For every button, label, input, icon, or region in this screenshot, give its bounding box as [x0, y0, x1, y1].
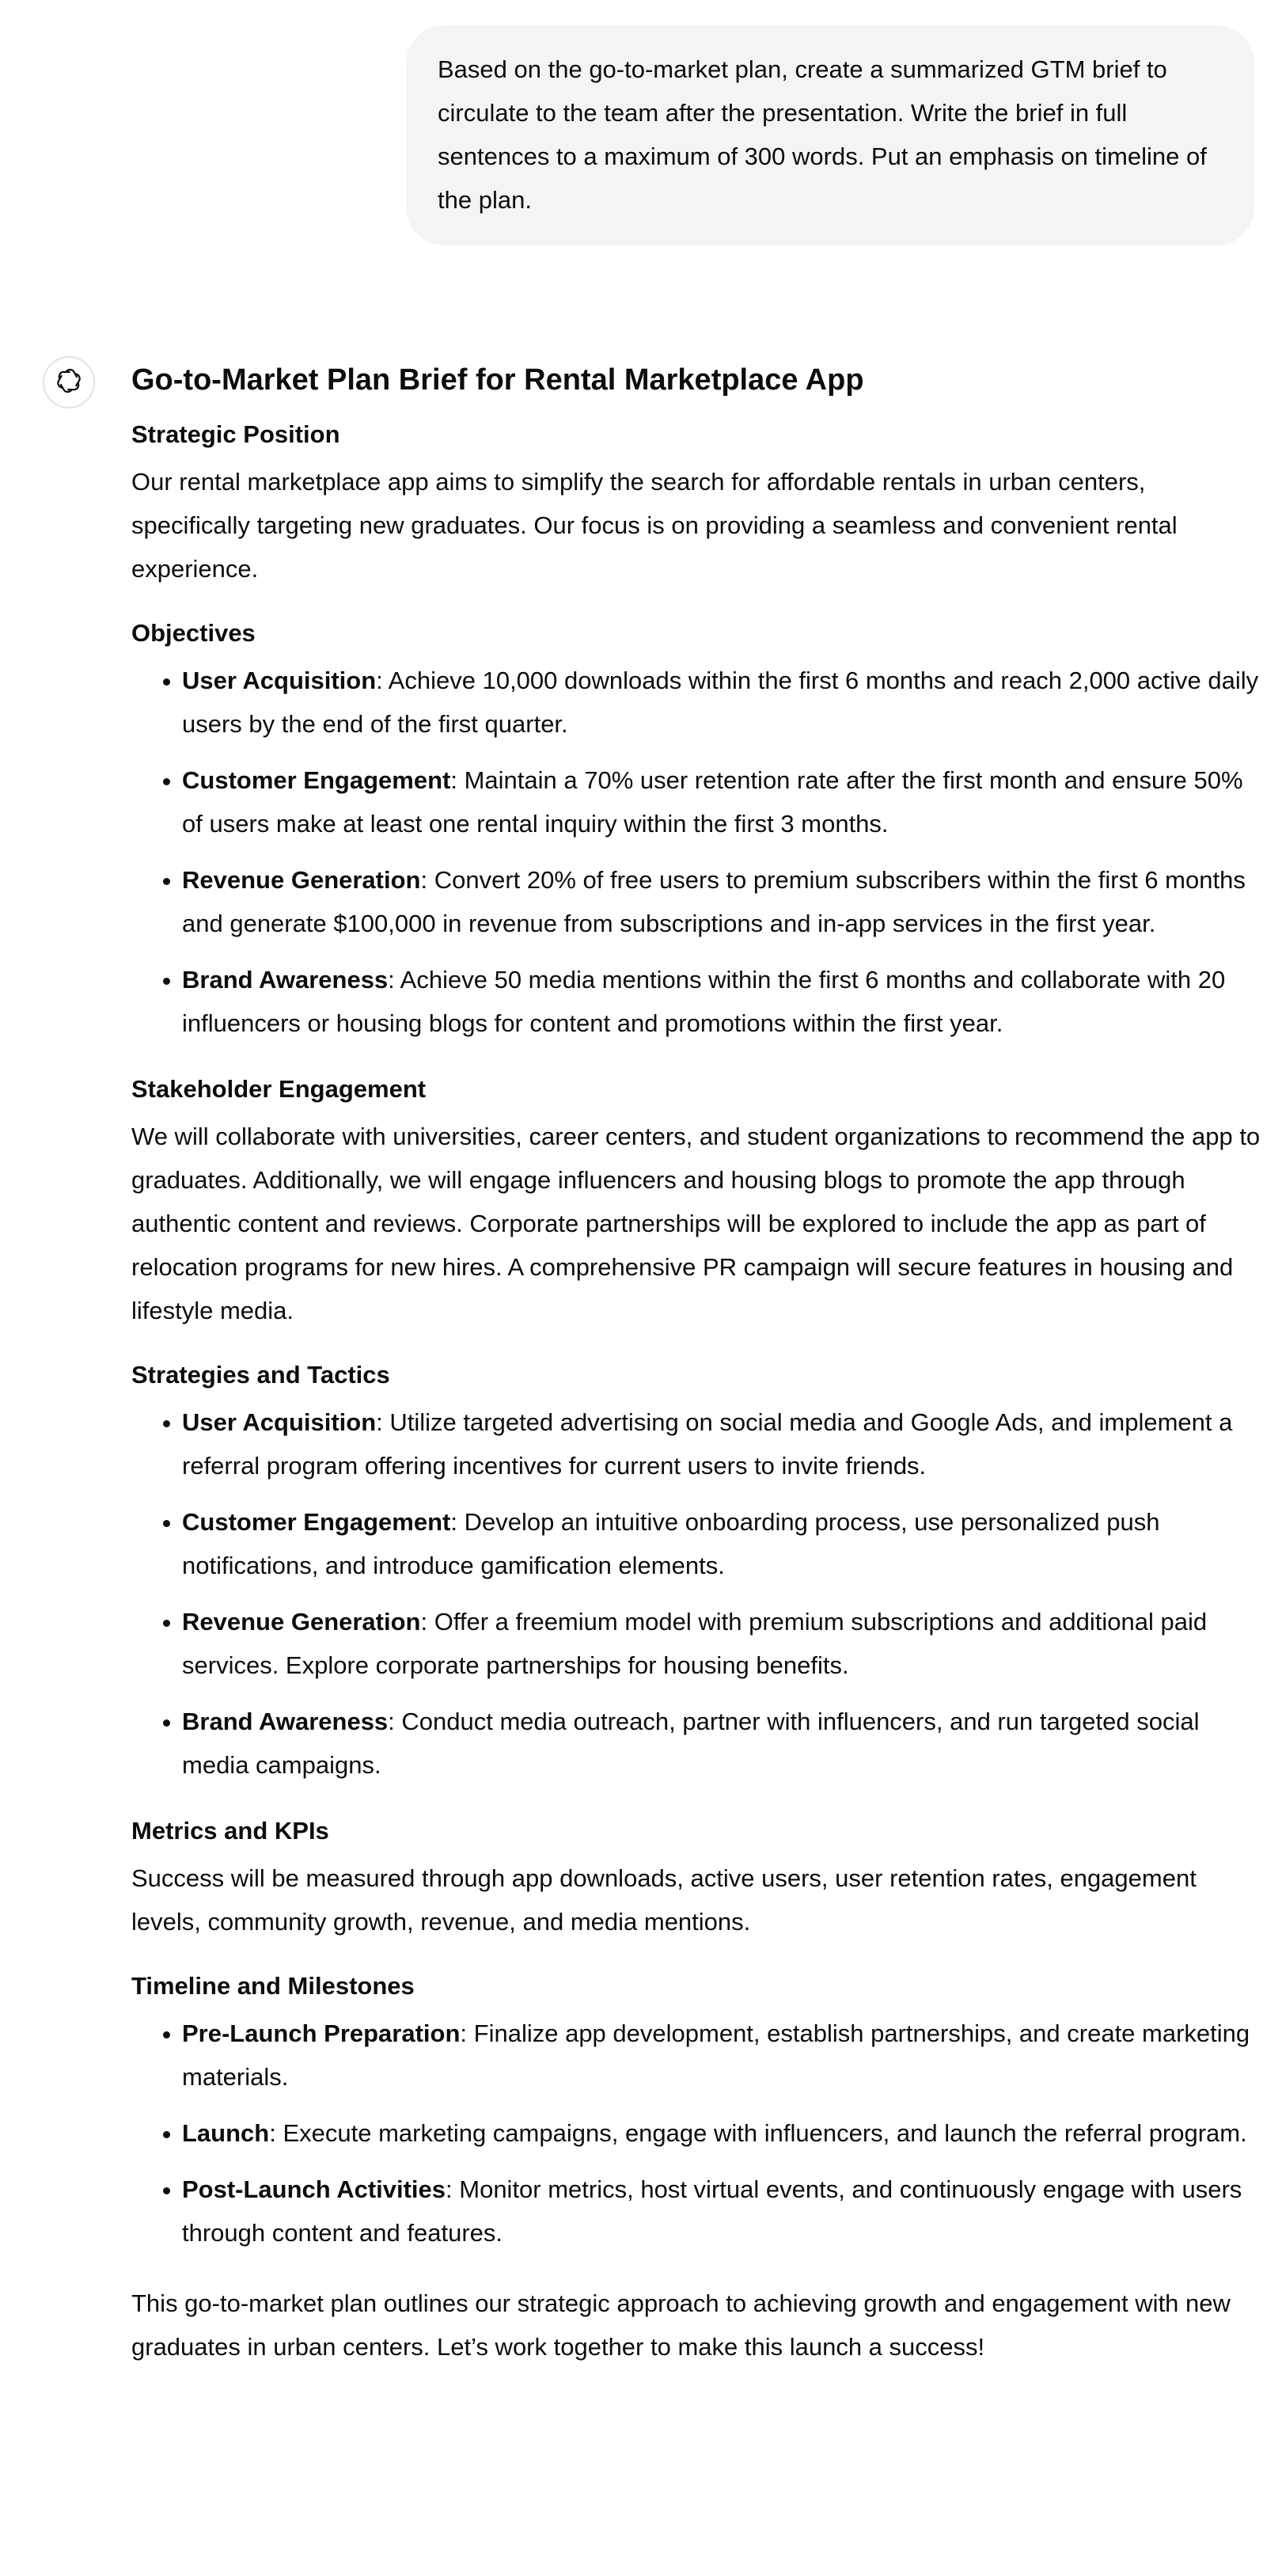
- list-item-text: : Conduct media outreach, partner with influencers, and run targeted social media campaigns.: [182, 1708, 1200, 1779]
- metrics-text: Success will be measured through app downloads, active users, user retention rates, engagement levels, community growth, revenue, and media mentions.: [131, 1864, 1197, 1936]
- objectives-list: [131, 659, 1263, 1045]
- list-item-text: : Monitor metrics, host virtual events, and continuously engage with users through content and features.: [182, 2175, 1242, 2247]
- list-item-text: : Develop an intuitive onboarding process, use personalized push notifications, and introduce gamification elements.: [182, 1508, 1160, 1579]
- list-item: [182, 1600, 1263, 1687]
- strategies-list: [131, 1400, 1263, 1787]
- list-item: [182, 659, 1263, 746]
- list-item-label: Brand Awareness: [182, 966, 389, 994]
- list-item: [182, 2012, 1263, 2099]
- list-item: [182, 1400, 1263, 1487]
- list-item: [182, 1700, 1263, 1787]
- list-item-label: Revenue Generation: [182, 1608, 421, 1636]
- closing-text: This go-to-market plan outlines our strategic approach to achieving growth and engagement with new graduates in urban centers. Let’s work together to make this launch a success!: [131, 2289, 1231, 2361]
- list-item-label: User Acquisition: [182, 1408, 377, 1436]
- list-item: [182, 858, 1263, 945]
- list-item-text: : Convert 20% of free users to premium subscribers within the first 6 months and generate $100,000 in revenue from subscriptions and in-app services in the first year.: [182, 866, 1246, 937]
- stakeholder-engagement-text: We will collaborate with universities, career centers, and student organizations to recommend the app to graduates. Additionally, we will engage influencers and housing blogs to promote the app through authentic content and reviews. Corporate partnerships will be explored to include the app as part of relocation programs for new hires. A comprehensive PR campaign will secure features in housing and lifestyle media.: [131, 1123, 1261, 1324]
- openai-logo-icon: [53, 365, 85, 401]
- section-heading-strategies: Strategies and Tactics: [131, 1361, 390, 1389]
- list-item-text: : Maintain a 70% user retention rate after the first month and ensure 50% of users make at least one rental inquiry within the first 3 months.: [182, 766, 1243, 838]
- list-item-text: : Achieve 50 media mentions within the first 6 months and collaborate with 20 influencers or housing blogs for content and promotions within the first year.: [182, 966, 1226, 1037]
- list-item-text: : Offer a freemium model with premium subscriptions and additional paid services. Explore corporate partnerships for housing benefits.: [182, 1608, 1208, 1679]
- user-message-text: Based on the go-to-market plan, create a summarized GTM brief to circulate to the team after the presentation. Write the brief in full sentences to a maximum of 300 words. Put an emphasis on timeline of the plan.: [438, 55, 1207, 214]
- list-item-label: Customer Engagement: [182, 1508, 451, 1536]
- response-title: Go-to-Market Plan Brief for Rental Marketplace App: [131, 363, 864, 397]
- assistant-response: [131, 360, 1263, 2394]
- list-item: [182, 1500, 1263, 1587]
- list-item-text: : Achieve 10,000 downloads within the first 6 months and reach 2,000 active daily users by the end of the first quarter.: [182, 667, 1259, 738]
- list-item-label: Customer Engagement: [182, 766, 451, 794]
- list-item: [182, 758, 1263, 845]
- strategic-position-text: Our rental marketplace app aims to simplify the search for affordable rentals in urban centers, specifically targeting new graduates. Our focus is on providing a seamless and convenient rental experience.: [131, 468, 1178, 583]
- list-item-text: : Utilize targeted advertising on social media and Google Ads, and implement a referral program offering incentives for current users to invite friends.: [182, 1408, 1233, 1480]
- list-item-label: Pre-Launch Preparation: [182, 2019, 461, 2047]
- section-heading-strategic-position: Strategic Position: [131, 420, 340, 448]
- timeline-list: [131, 2012, 1263, 2255]
- list-item: [182, 2168, 1263, 2255]
- list-item-label: Launch: [182, 2119, 270, 2147]
- list-item: [182, 958, 1263, 1045]
- user-message-bubble: [406, 25, 1254, 245]
- list-item-text: : Finalize app development, establish partnerships, and create marketing materials.: [182, 2019, 1250, 2091]
- list-item-label: Revenue Generation: [182, 866, 421, 894]
- section-heading-metrics: Metrics and KPIs: [131, 1817, 329, 1845]
- section-heading-stakeholder-engagement: Stakeholder Engagement: [131, 1075, 427, 1103]
- list-item: [182, 2111, 1263, 2155]
- assistant-avatar: [43, 356, 95, 408]
- list-item-label: User Acquisition: [182, 667, 377, 694]
- section-heading-objectives: Objectives: [131, 619, 256, 647]
- list-item-text: : Execute marketing campaigns, engage with influencers, and launch the referral program.: [269, 2119, 1247, 2147]
- list-item-label: Post-Launch Activities: [182, 2175, 446, 2203]
- list-item-label: Brand Awareness: [182, 1708, 389, 1735]
- section-heading-timeline: Timeline and Milestones: [131, 1972, 415, 2000]
